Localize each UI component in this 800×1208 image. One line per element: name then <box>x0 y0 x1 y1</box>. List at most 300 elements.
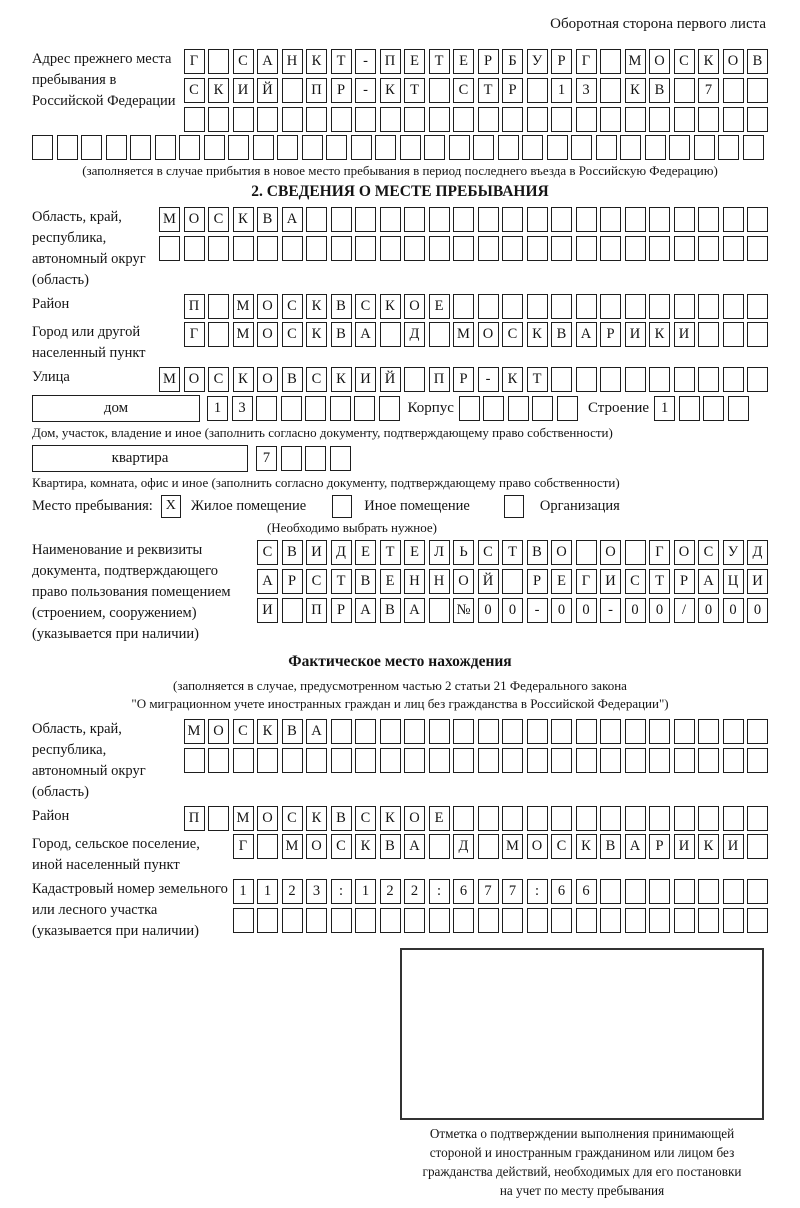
char-box[interactable] <box>404 908 425 933</box>
char-box[interactable]: И <box>674 834 695 859</box>
char-box[interactable]: С <box>282 322 303 347</box>
char-box[interactable] <box>380 719 401 744</box>
char-box[interactable] <box>532 396 553 421</box>
char-box[interactable]: 0 <box>551 598 572 623</box>
char-box[interactable] <box>404 107 425 132</box>
char-box[interactable] <box>649 107 670 132</box>
char-box[interactable] <box>723 748 744 773</box>
char-box[interactable] <box>747 294 768 319</box>
char-box[interactable] <box>478 236 499 261</box>
char-box[interactable]: 7 <box>502 879 523 904</box>
char-box[interactable] <box>576 294 597 319</box>
char-box[interactable]: В <box>600 834 621 859</box>
char-box[interactable] <box>674 207 695 232</box>
char-box[interactable]: Т <box>404 78 425 103</box>
char-box[interactable]: О <box>404 294 425 319</box>
char-box[interactable]: В <box>380 598 401 623</box>
char-box[interactable] <box>429 908 450 933</box>
char-box[interactable]: С <box>551 834 572 859</box>
char-box[interactable] <box>508 396 529 421</box>
char-box[interactable] <box>453 748 474 773</box>
char-box[interactable] <box>380 207 401 232</box>
char-box[interactable] <box>747 748 768 773</box>
char-box[interactable] <box>208 748 229 773</box>
char-box[interactable] <box>600 367 621 392</box>
char-box[interactable] <box>281 446 302 471</box>
char-box[interactable]: Е <box>429 806 450 831</box>
char-box[interactable] <box>253 135 274 160</box>
char-box[interactable]: И <box>306 540 327 565</box>
char-box[interactable] <box>282 598 303 623</box>
char-box[interactable] <box>354 396 375 421</box>
char-box[interactable]: А <box>306 719 327 744</box>
char-box[interactable] <box>179 135 200 160</box>
char-box[interactable]: М <box>502 834 523 859</box>
char-box[interactable] <box>674 879 695 904</box>
char-box[interactable]: 2 <box>380 879 401 904</box>
char-box[interactable]: Г <box>184 49 205 74</box>
char-box[interactable] <box>576 367 597 392</box>
char-box[interactable] <box>551 748 572 773</box>
char-box[interactable] <box>305 396 326 421</box>
char-box[interactable]: О <box>674 540 695 565</box>
char-box[interactable] <box>379 396 400 421</box>
char-box[interactable] <box>429 719 450 744</box>
char-box[interactable]: Р <box>331 78 352 103</box>
char-box[interactable] <box>674 236 695 261</box>
char-box[interactable]: 0 <box>747 598 768 623</box>
char-box[interactable]: К <box>233 367 254 392</box>
char-box[interactable] <box>649 236 670 261</box>
char-box[interactable]: К <box>233 207 254 232</box>
char-box[interactable]: Д <box>747 540 768 565</box>
char-box[interactable] <box>625 806 646 831</box>
char-box[interactable]: Б <box>502 49 523 74</box>
char-box[interactable] <box>400 135 421 160</box>
char-box[interactable] <box>453 908 474 933</box>
char-box[interactable] <box>718 135 739 160</box>
char-box[interactable] <box>522 135 543 160</box>
char-box[interactable]: С <box>208 367 229 392</box>
char-box[interactable] <box>576 107 597 132</box>
char-box[interactable] <box>625 879 646 904</box>
char-box[interactable] <box>698 719 719 744</box>
char-box[interactable] <box>723 806 744 831</box>
char-box[interactable]: К <box>355 834 376 859</box>
char-box[interactable]: С <box>257 540 278 565</box>
char-box[interactable] <box>649 748 670 773</box>
char-box[interactable] <box>478 294 499 319</box>
char-box[interactable] <box>208 294 229 319</box>
char-box[interactable] <box>257 107 278 132</box>
char-box[interactable] <box>625 207 646 232</box>
char-box[interactable] <box>694 135 715 160</box>
char-box[interactable] <box>159 236 180 261</box>
char-box[interactable]: М <box>233 806 254 831</box>
char-box[interactable]: С <box>331 834 352 859</box>
char-box[interactable] <box>331 207 352 232</box>
char-box[interactable] <box>674 748 695 773</box>
char-box[interactable]: Е <box>404 540 425 565</box>
char-box[interactable] <box>743 135 764 160</box>
char-box[interactable] <box>404 719 425 744</box>
char-box[interactable] <box>331 719 352 744</box>
char-box[interactable]: : <box>331 879 352 904</box>
char-box[interactable] <box>204 135 225 160</box>
char-box[interactable] <box>330 396 351 421</box>
char-box[interactable] <box>453 207 474 232</box>
char-box[interactable]: М <box>282 834 303 859</box>
char-box[interactable]: К <box>257 719 278 744</box>
char-box[interactable] <box>257 908 278 933</box>
char-box[interactable]: Р <box>478 49 499 74</box>
char-box[interactable] <box>453 236 474 261</box>
char-box[interactable] <box>306 107 327 132</box>
char-box[interactable] <box>302 135 323 160</box>
char-box[interactable]: К <box>380 806 401 831</box>
char-box[interactable] <box>723 107 744 132</box>
char-box[interactable] <box>576 719 597 744</box>
char-box[interactable]: К <box>625 78 646 103</box>
char-box[interactable] <box>723 78 744 103</box>
char-box[interactable]: О <box>257 367 278 392</box>
char-box[interactable] <box>625 367 646 392</box>
char-box[interactable]: 1 <box>257 879 278 904</box>
char-box[interactable] <box>282 236 303 261</box>
char-box[interactable] <box>747 207 768 232</box>
char-box[interactable] <box>429 322 450 347</box>
char-box[interactable] <box>429 748 450 773</box>
char-box[interactable] <box>305 446 326 471</box>
char-box[interactable] <box>600 78 621 103</box>
char-box[interactable]: 0 <box>723 598 744 623</box>
char-box[interactable] <box>478 719 499 744</box>
char-box[interactable] <box>257 236 278 261</box>
char-box[interactable]: Й <box>478 569 499 594</box>
char-box[interactable]: М <box>233 322 254 347</box>
char-box[interactable] <box>459 396 480 421</box>
char-box[interactable] <box>257 748 278 773</box>
char-box[interactable] <box>502 236 523 261</box>
char-box[interactable]: П <box>184 294 205 319</box>
char-box[interactable] <box>674 78 695 103</box>
char-box[interactable] <box>625 719 646 744</box>
char-box[interactable]: : <box>429 879 450 904</box>
char-box[interactable] <box>331 236 352 261</box>
char-box[interactable] <box>478 834 499 859</box>
char-box[interactable] <box>747 107 768 132</box>
char-box[interactable]: О <box>404 806 425 831</box>
char-box[interactable] <box>404 748 425 773</box>
char-box[interactable] <box>723 322 744 347</box>
char-box[interactable] <box>355 236 376 261</box>
char-box[interactable] <box>502 719 523 744</box>
char-box[interactable]: Р <box>649 834 670 859</box>
char-box[interactable] <box>698 322 719 347</box>
char-box[interactable] <box>380 748 401 773</box>
char-box[interactable] <box>527 719 548 744</box>
char-box[interactable] <box>600 294 621 319</box>
char-box[interactable] <box>282 908 303 933</box>
char-box[interactable]: О <box>184 207 205 232</box>
char-box[interactable] <box>698 367 719 392</box>
char-box[interactable] <box>527 207 548 232</box>
char-box[interactable] <box>600 107 621 132</box>
char-box[interactable] <box>331 748 352 773</box>
char-box[interactable] <box>355 748 376 773</box>
char-box[interactable] <box>576 806 597 831</box>
char-box[interactable]: О <box>257 322 278 347</box>
char-box[interactable]: - <box>527 598 548 623</box>
char-box[interactable] <box>723 719 744 744</box>
char-box[interactable]: С <box>698 540 719 565</box>
char-box[interactable]: У <box>527 49 548 74</box>
char-box[interactable] <box>453 806 474 831</box>
char-box[interactable] <box>747 322 768 347</box>
char-box[interactable] <box>306 748 327 773</box>
char-box[interactable]: 1 <box>551 78 572 103</box>
char-box[interactable]: Н <box>282 49 303 74</box>
char-box[interactable]: О <box>208 719 229 744</box>
char-box[interactable] <box>649 207 670 232</box>
char-box[interactable] <box>723 207 744 232</box>
char-box[interactable]: С <box>453 78 474 103</box>
char-box[interactable] <box>306 207 327 232</box>
char-box[interactable]: 2 <box>404 879 425 904</box>
char-box[interactable] <box>703 396 724 421</box>
char-box[interactable]: У <box>723 540 744 565</box>
char-box[interactable] <box>625 908 646 933</box>
char-box[interactable] <box>747 719 768 744</box>
char-box[interactable]: П <box>306 598 327 623</box>
char-box[interactable]: К <box>698 834 719 859</box>
char-box[interactable] <box>576 748 597 773</box>
char-box[interactable]: К <box>649 322 670 347</box>
char-box[interactable] <box>429 834 450 859</box>
char-box[interactable] <box>228 135 249 160</box>
char-box[interactable]: Т <box>429 49 450 74</box>
char-box[interactable]: О <box>600 540 621 565</box>
char-box[interactable]: Н <box>429 569 450 594</box>
char-box[interactable] <box>478 107 499 132</box>
char-box[interactable] <box>747 879 768 904</box>
char-box[interactable]: К <box>306 294 327 319</box>
char-box[interactable] <box>649 908 670 933</box>
char-box[interactable] <box>453 294 474 319</box>
char-box[interactable] <box>557 396 578 421</box>
char-box[interactable] <box>424 135 445 160</box>
char-box[interactable]: Р <box>551 49 572 74</box>
char-box[interactable]: 6 <box>453 879 474 904</box>
char-box[interactable]: В <box>282 540 303 565</box>
char-box[interactable]: Д <box>404 322 425 347</box>
char-box[interactable] <box>649 806 670 831</box>
char-box[interactable] <box>429 107 450 132</box>
char-box[interactable]: И <box>355 367 376 392</box>
char-box[interactable] <box>233 748 254 773</box>
char-box[interactable] <box>326 135 347 160</box>
char-box[interactable] <box>747 367 768 392</box>
char-box[interactable] <box>698 879 719 904</box>
char-box[interactable] <box>404 367 425 392</box>
char-box[interactable] <box>281 396 302 421</box>
char-box[interactable] <box>551 236 572 261</box>
char-box[interactable] <box>208 806 229 831</box>
char-box[interactable] <box>256 396 277 421</box>
char-box[interactable]: Г <box>649 540 670 565</box>
char-box[interactable]: 3 <box>576 78 597 103</box>
char-box[interactable] <box>208 107 229 132</box>
char-box[interactable] <box>674 294 695 319</box>
char-box[interactable]: И <box>625 322 646 347</box>
char-box[interactable]: О <box>257 806 278 831</box>
char-box[interactable] <box>723 367 744 392</box>
char-box[interactable] <box>698 748 719 773</box>
char-box[interactable] <box>502 107 523 132</box>
char-box[interactable] <box>625 748 646 773</box>
char-box[interactable] <box>527 107 548 132</box>
char-box[interactable] <box>571 135 592 160</box>
char-box[interactable]: С <box>282 806 303 831</box>
char-box[interactable]: С <box>478 540 499 565</box>
char-box[interactable]: Т <box>331 49 352 74</box>
char-box[interactable] <box>404 207 425 232</box>
char-box[interactable]: Д <box>453 834 474 859</box>
char-box[interactable] <box>674 806 695 831</box>
char-box[interactable]: Р <box>502 78 523 103</box>
char-box[interactable] <box>478 207 499 232</box>
char-box[interactable] <box>57 135 78 160</box>
char-box[interactable] <box>306 236 327 261</box>
char-box[interactable] <box>674 908 695 933</box>
char-box[interactable]: А <box>282 207 303 232</box>
char-box[interactable]: М <box>184 719 205 744</box>
char-box[interactable] <box>576 236 597 261</box>
char-box[interactable] <box>208 236 229 261</box>
char-box[interactable] <box>502 908 523 933</box>
char-box[interactable]: В <box>257 207 278 232</box>
char-box[interactable] <box>502 806 523 831</box>
char-box[interactable]: А <box>257 569 278 594</box>
char-box[interactable] <box>649 294 670 319</box>
char-box[interactable] <box>723 908 744 933</box>
char-box[interactable]: А <box>404 598 425 623</box>
char-box[interactable] <box>331 908 352 933</box>
char-box[interactable] <box>551 367 572 392</box>
char-box[interactable] <box>698 236 719 261</box>
checkbox-zhiloe[interactable]: X <box>161 495 181 518</box>
char-box[interactable] <box>449 135 470 160</box>
char-box[interactable] <box>698 294 719 319</box>
char-box[interactable] <box>625 294 646 319</box>
char-box[interactable]: В <box>380 834 401 859</box>
char-box[interactable]: Р <box>527 569 548 594</box>
char-box[interactable]: Т <box>331 569 352 594</box>
char-box[interactable]: К <box>380 78 401 103</box>
char-box[interactable] <box>600 806 621 831</box>
char-box[interactable] <box>527 236 548 261</box>
char-box[interactable] <box>600 236 621 261</box>
char-box[interactable]: Й <box>257 78 278 103</box>
char-box[interactable]: К <box>698 49 719 74</box>
char-box[interactable]: К <box>576 834 597 859</box>
char-box[interactable] <box>527 908 548 933</box>
char-box[interactable] <box>527 294 548 319</box>
char-box[interactable] <box>453 719 474 744</box>
char-box[interactable] <box>233 236 254 261</box>
char-box[interactable] <box>747 236 768 261</box>
char-box[interactable] <box>679 396 700 421</box>
char-box[interactable] <box>674 719 695 744</box>
char-box[interactable] <box>351 135 372 160</box>
char-box[interactable]: / <box>674 598 695 623</box>
char-box[interactable] <box>404 236 425 261</box>
char-box[interactable]: Т <box>502 540 523 565</box>
char-box[interactable] <box>502 748 523 773</box>
char-box[interactable]: Е <box>380 569 401 594</box>
char-box[interactable]: С <box>306 569 327 594</box>
char-box[interactable]: В <box>331 322 352 347</box>
char-box[interactable] <box>184 236 205 261</box>
char-box[interactable] <box>620 135 641 160</box>
char-box[interactable] <box>155 135 176 160</box>
char-box[interactable] <box>184 107 205 132</box>
char-box[interactable]: Т <box>527 367 548 392</box>
char-box[interactable] <box>453 107 474 132</box>
char-box[interactable] <box>698 107 719 132</box>
char-box[interactable] <box>429 78 450 103</box>
char-box[interactable]: В <box>551 322 572 347</box>
char-box[interactable]: 1 <box>654 396 675 421</box>
char-box[interactable]: 0 <box>502 598 523 623</box>
char-box[interactable] <box>527 748 548 773</box>
char-box[interactable]: 6 <box>551 879 572 904</box>
char-box[interactable]: 1 <box>355 879 376 904</box>
char-box[interactable]: Ц <box>723 569 744 594</box>
char-box[interactable]: О <box>478 322 499 347</box>
char-box[interactable]: К <box>306 806 327 831</box>
char-box[interactable] <box>282 107 303 132</box>
char-box[interactable] <box>380 322 401 347</box>
char-box[interactable] <box>723 294 744 319</box>
char-box[interactable]: 0 <box>698 598 719 623</box>
char-box[interactable] <box>355 908 376 933</box>
char-box[interactable] <box>625 540 646 565</box>
char-box[interactable] <box>380 908 401 933</box>
char-box[interactable] <box>502 207 523 232</box>
char-box[interactable]: Г <box>233 834 254 859</box>
char-box[interactable] <box>649 719 670 744</box>
char-box[interactable]: А <box>355 598 376 623</box>
char-box[interactable] <box>106 135 127 160</box>
char-box[interactable]: Л <box>429 540 450 565</box>
char-box[interactable]: М <box>159 207 180 232</box>
char-box[interactable] <box>380 107 401 132</box>
char-box[interactable]: О <box>527 834 548 859</box>
char-box[interactable] <box>330 446 351 471</box>
char-box[interactable]: С <box>355 294 376 319</box>
char-box[interactable] <box>723 236 744 261</box>
char-box[interactable] <box>527 78 548 103</box>
char-box[interactable]: К <box>306 322 327 347</box>
char-box[interactable] <box>698 806 719 831</box>
char-box[interactable] <box>208 322 229 347</box>
char-box[interactable]: 7 <box>478 879 499 904</box>
char-box[interactable] <box>478 748 499 773</box>
char-box[interactable]: 3 <box>306 879 327 904</box>
char-box[interactable]: 3 <box>232 396 253 421</box>
char-box[interactable] <box>600 207 621 232</box>
